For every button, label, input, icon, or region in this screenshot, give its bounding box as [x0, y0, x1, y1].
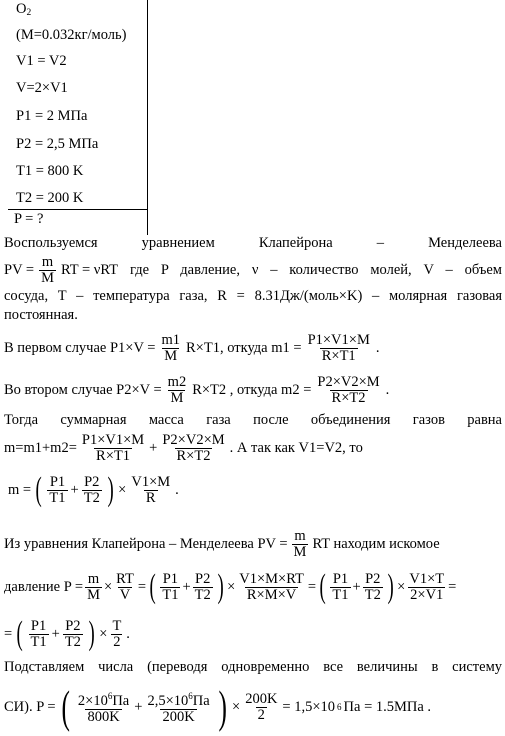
si-times: × — [232, 698, 241, 715]
case1-fraction: $\frac{m1}{M}$ — [161, 331, 181, 364]
given-t1: T1 = 800 K — [16, 163, 84, 179]
pressure2-plus: + — [352, 578, 361, 595]
pressure2-frac-b: $\frac{P2}{T2}$ — [364, 570, 381, 603]
given-vertical-line — [147, 0, 148, 235]
given-molar-mass: (M=0.032кг/моль) — [16, 27, 127, 43]
total-mass-text: Тогда суммарная масса газа после объединения газов равна — [4, 412, 502, 428]
pressure-frac-rt: $\frac{RT}{V}$ — [116, 570, 134, 603]
sum-post: . А так как V1=V2, то — [229, 439, 363, 456]
intro-word: уравнением — [141, 235, 215, 251]
given-volume-relation: V1 = V2 — [16, 53, 67, 69]
find-fraction: $\frac{m}{M}$ — [293, 527, 307, 560]
si-frac-b: $\frac{2,5\times 10^6Па}{200K}$ — [147, 691, 210, 725]
pressure-frac-c: $\frac{V1\times M\times RT}{R\times M\times V}$ — [239, 570, 304, 603]
mass-line — [4, 466, 502, 514]
mass-plus: + — [70, 481, 79, 498]
clap-desc-1: где P давление, ν – количество молей, V – объем — [130, 261, 502, 278]
sum-pre: m=m1+m2= — [4, 439, 77, 456]
case2-fraction: $\frac{m2}{M}$ — [167, 373, 187, 406]
pressure-line — [4, 562, 502, 612]
right-paren: ) — [217, 568, 224, 605]
find-pre: Из уравнения Клапейрона – Менделеева PV = — [4, 535, 288, 552]
pressure-frac-m: $\frac{m}{M}$ — [87, 570, 100, 603]
left-paren: ( — [35, 471, 42, 508]
intro-word: Клапейрона — [258, 235, 333, 251]
left-paren: ( — [61, 681, 70, 732]
pressure3-frac-c: $\frac{T}{2}$ — [112, 617, 122, 650]
right-paren: ) — [218, 681, 227, 732]
case1-pre: В первом случае P1×V = — [4, 339, 156, 356]
clap-desc-2: сосуда, T – температура газа, R = 8.31Дж/(моль×K) – молярная газовая — [4, 288, 502, 304]
pressure-pre: давление P = — [4, 578, 84, 595]
case2-mid: R×T2 , откуда m2 = — [192, 381, 312, 398]
case2-pre: Во втором случае P2×V = — [4, 381, 162, 398]
pressure3-eq: = — [4, 625, 13, 642]
mass-times: × — [118, 481, 127, 498]
given-gas: $O_2$ — [16, 1, 32, 18]
pressure-frac-b: $\frac{P2}{T2}$ — [194, 570, 211, 603]
find-post: RT находим искомое — [312, 535, 440, 552]
mass-pre: m = — [8, 481, 32, 498]
si-eq: = 1,5×10 — [282, 698, 336, 715]
intro-word: Воспользуемся — [4, 235, 98, 251]
case1-line — [4, 326, 502, 370]
si-plus: + — [134, 698, 143, 715]
pressure3-frac-b: $\frac{P2}{T2}$ — [64, 617, 81, 650]
given-p2: P2 = 2,5 МПа — [16, 136, 99, 152]
case2-end: . — [385, 381, 390, 398]
case1-end: . — [375, 339, 380, 356]
given-find: P = ? — [14, 211, 44, 227]
mass-frac-a: $\frac{P1}{T1}$ — [49, 473, 66, 506]
pressure2-times: × — [397, 578, 406, 595]
pressure3-frac-a: $\frac{P1}{T1}$ — [30, 617, 47, 650]
clap-desc-3: постоянная. — [4, 307, 78, 323]
si-frac-c: $\frac{200K}{2}$ — [245, 690, 278, 723]
given-p1: P1 = 2 МПа — [16, 108, 88, 124]
mass-end: . — [175, 481, 179, 498]
clap-lhs: PV = — [4, 261, 35, 278]
given-block — [0, 0, 147, 235]
case1-result-fraction: $\frac{P1\times V1\times M}{R\times T1}$ — [307, 331, 370, 364]
case2-result-fraction: $\frac{P2\times V2\times M}{R\times T2}$ — [317, 373, 380, 406]
right-paren: ) — [88, 615, 95, 652]
mass-frac-b: $\frac{P2}{T2}$ — [83, 473, 100, 506]
left-paren: ( — [149, 568, 156, 605]
pressure-eq-2: = — [307, 578, 317, 595]
clap-fraction: $\frac{m}{M}$ — [41, 253, 54, 286]
si-line — [4, 678, 502, 736]
right-paren: ) — [387, 568, 394, 605]
pressure2-frac-c: $\frac{V1\times T}{2\times V1}$ — [409, 570, 445, 603]
left-paren: ( — [16, 615, 23, 652]
sum-line — [4, 430, 502, 466]
mass-frac-c: $\frac{V1\times M}{R}$ — [131, 473, 171, 506]
given-total-volume: V=2×V1 — [16, 80, 68, 96]
pressure-plus: + — [182, 578, 191, 595]
pressure2-eq: = — [448, 578, 457, 595]
sum-fraction-2: $\frac{P2\times V2\times M}{R\times T2}$ — [162, 431, 225, 464]
given-t2: T2 = 200 K — [16, 190, 84, 206]
si-result: Па = 1.5МПа . — [343, 698, 432, 715]
si-pre: СИ). P = — [4, 698, 56, 715]
sum-plus: + — [149, 439, 158, 456]
pressure2-frac-a: $\frac{P1}{T1}$ — [332, 570, 349, 603]
intro-word: – — [376, 235, 384, 251]
sum-fraction-1: $\frac{P1\times V1\times M}{R\times T1}$ — [81, 431, 145, 464]
si-frac-a: $\frac{2\times 10^6Па}{800K}$ — [77, 691, 130, 725]
case1-mid: R×T1, откуда m1 = — [186, 339, 302, 356]
si-exp: 6 — [337, 702, 342, 712]
intro-word: Менделеева — [428, 235, 502, 251]
pressure3-plus: + — [51, 625, 60, 642]
right-paren: ) — [107, 471, 114, 508]
clap-rhs: RT = νRT — [60, 261, 119, 278]
pressure-frac-a: $\frac{P1}{T1}$ — [162, 570, 179, 603]
intro-line — [4, 233, 502, 253]
solution-body — [4, 233, 502, 736]
pressure3-end: . — [126, 625, 130, 642]
left-paren: ( — [319, 568, 326, 605]
case2-line — [4, 370, 502, 410]
find-line — [4, 526, 502, 562]
pressure-result-line — [4, 612, 502, 656]
pressure3-times: × — [99, 625, 108, 642]
clapeyron-line — [4, 253, 502, 287]
pressure-eq-1: = — [137, 578, 147, 595]
pressure-times-1: × — [103, 578, 113, 595]
pressure-times-2: × — [227, 578, 236, 595]
substitute-text: Подставляем числа (переводя одновременно все величины в систему — [4, 659, 502, 675]
